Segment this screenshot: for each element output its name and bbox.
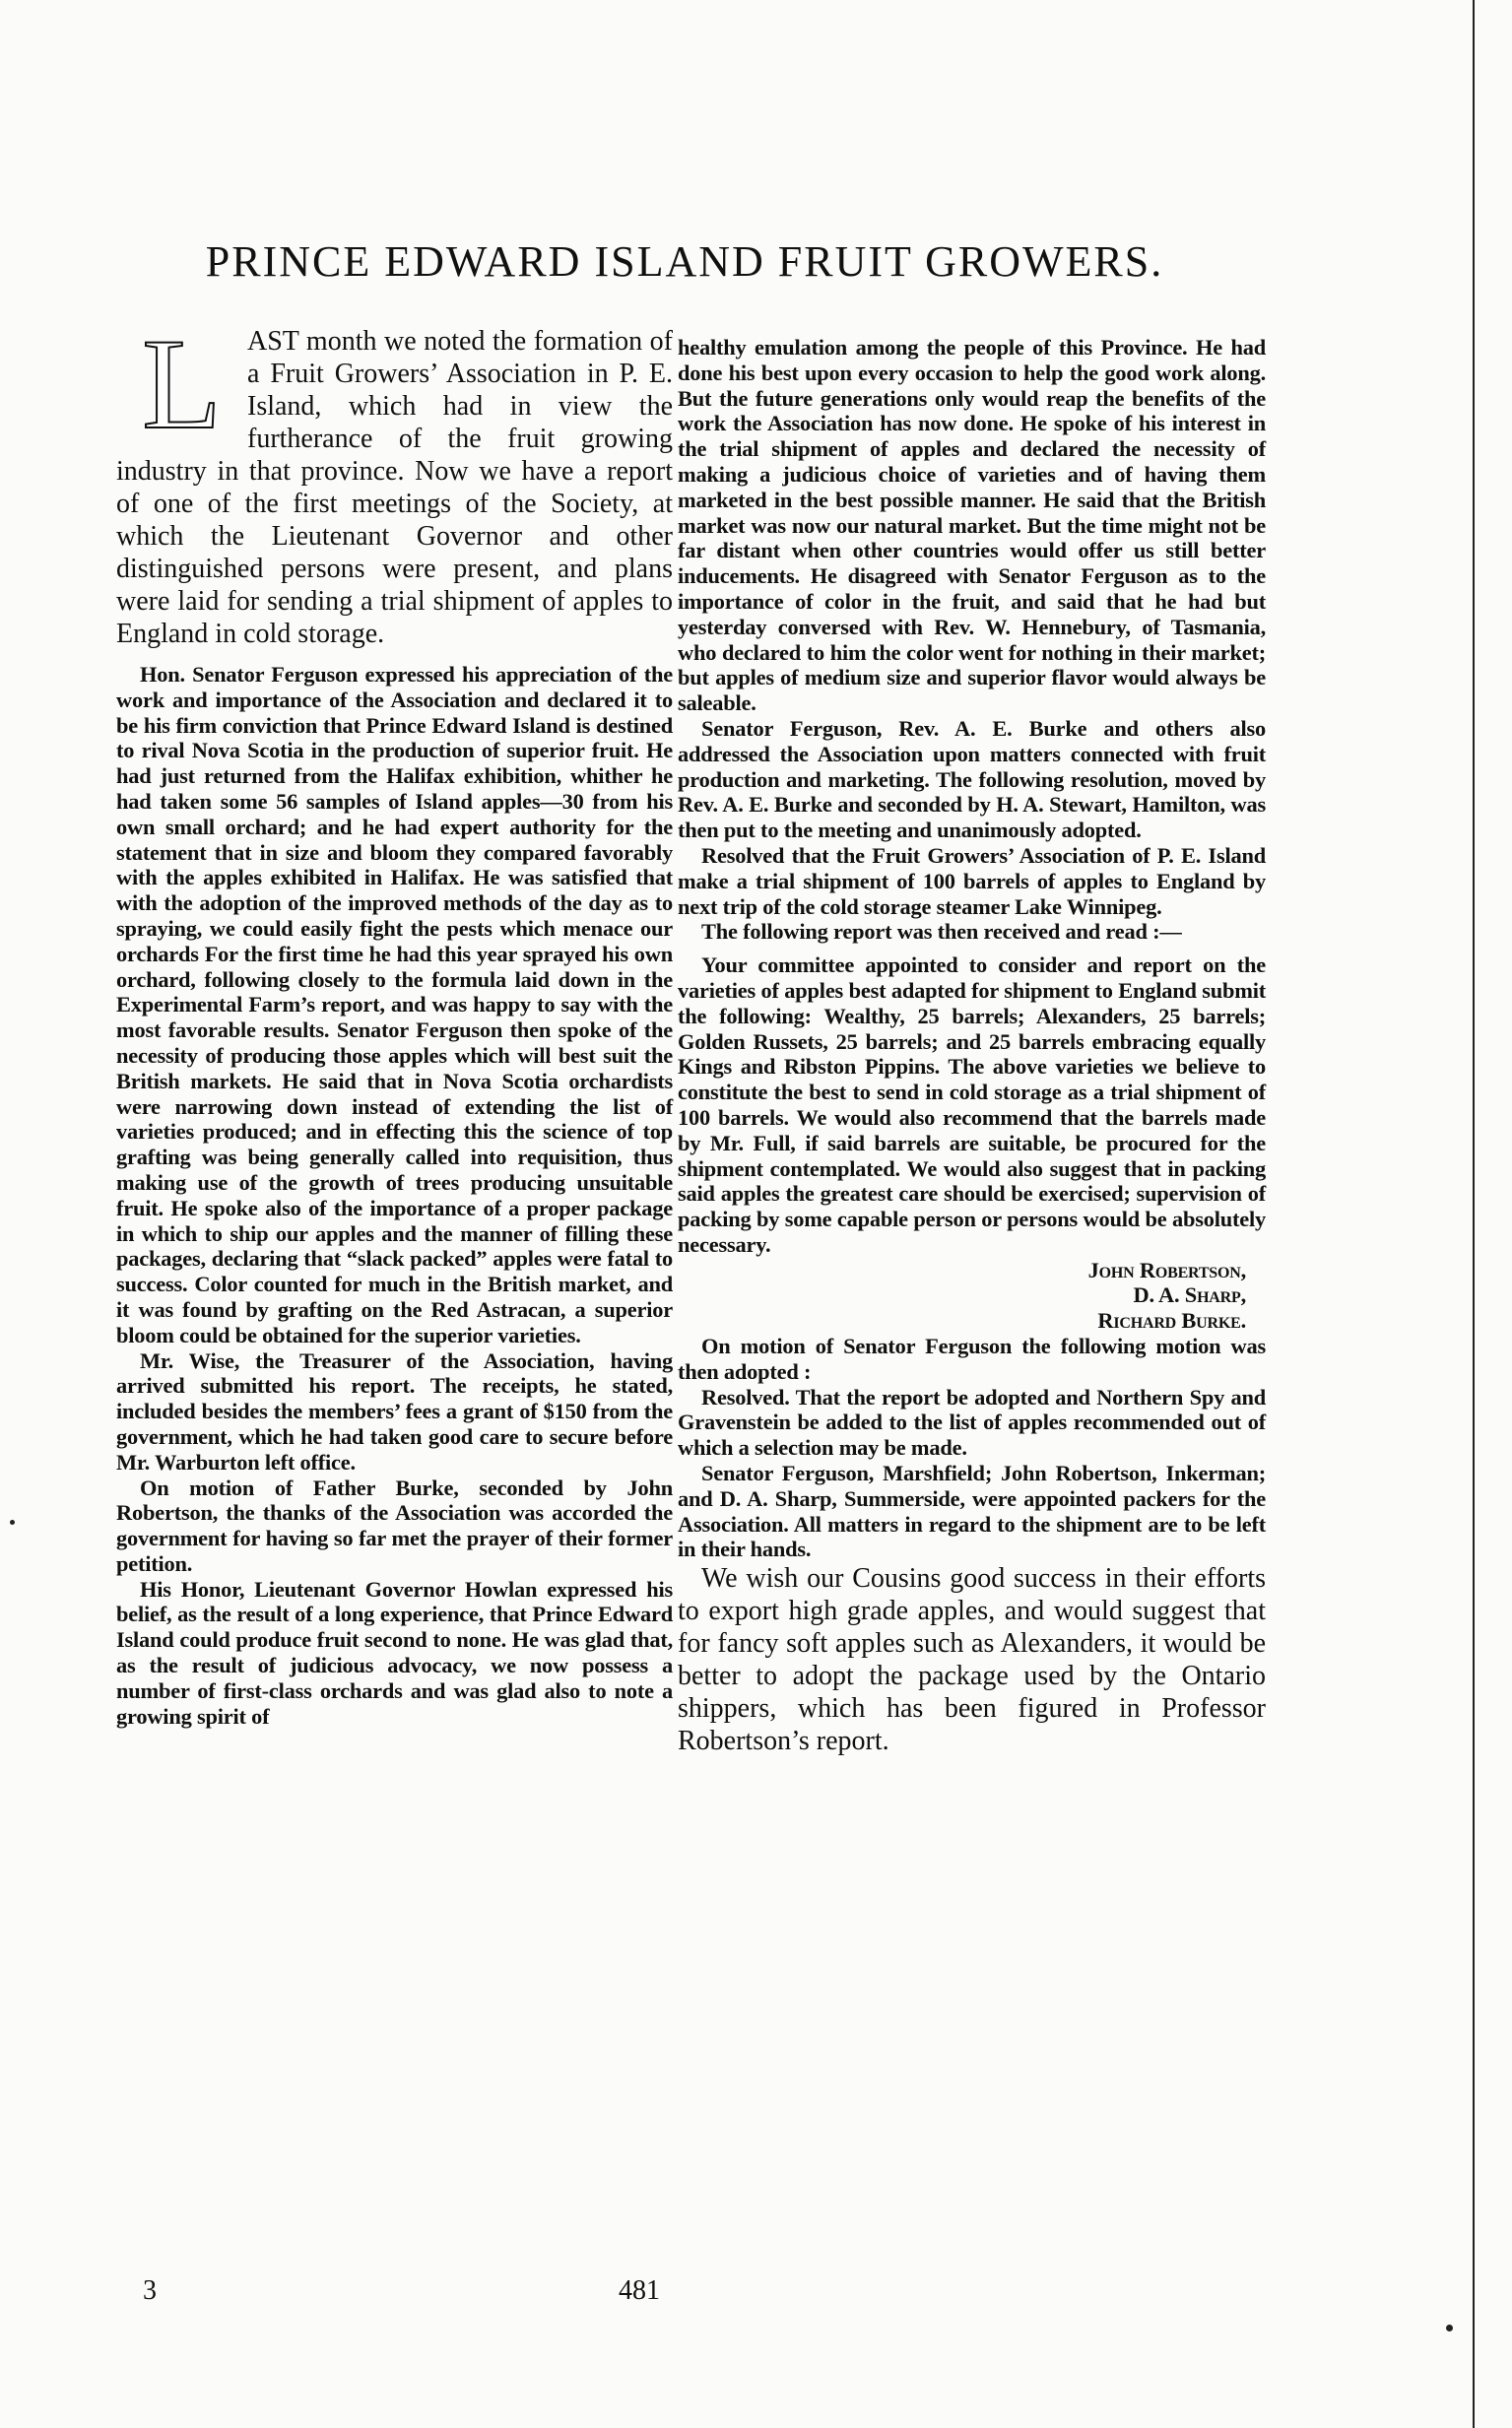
paragraph: healthy emulation among the people of this Province. He had done his best upon every occasion to help the good work along. But the future generations only would reap the benefits of the work the Association has now done. He spoke of his interest in the trial shipment of apples and declared the necessity of making a judicious choice of varieties and of having them marketed in the best possible manner. He said that the British market was now our natural market. But the time might not be far distant when other countries would offer us still better inducements. He disagreed with Senator Ferguson as to the importance of color in the fruit, and said that he had but yesterday conversed with Rev. W. Hennebury, of Tasmania, who declared to him the color went for nothing in their market; but apples of medium size and superior flavor would always be saleable. xyxy=(678,335,1266,716)
paragraph: His Honor, Lieutenant Governor Howlan expressed his belief, as the result of a long experience, that Prince Edward Island could produce fruit second to none. He was glad that, as the result of judicious advocacy, we now possess a number of first-class orchards and was glad also to note a growing spirit of xyxy=(116,1576,673,1729)
paragraph: Mr. Wise, the Treasurer of the Association, having arrived submitted his report. The receipts, he stated, included besides the members’ fees a grant of $150 from the government, which he had taken good care to secure before Mr. Warburton left office. xyxy=(116,1347,673,1475)
left-column xyxy=(116,325,673,1729)
intro-paragraph xyxy=(116,325,673,650)
page-edge-rule xyxy=(1473,0,1475,2428)
paragraph: Resolved that the Fruit Growers’ Association of P. E. Island make a trial shipment of 100 barrels of apples to England by next trip of the cold storage steamer Lake Winnipeg. xyxy=(678,842,1266,919)
intro-text: AST month we noted the formation of a Fruit Growers’ Association in P. E. Island, which had in view the furtherance of the fruit growing industry in that province. Now we have a report of one of the first meetings of the Society, at which the Lieutenant Governor and other distinguished persons were present, and plans were laid for sending a trial shipment of apples to England in cold storage. xyxy=(116,326,673,649)
signature-mark: 3 xyxy=(143,2275,157,2306)
paragraph: Hon. Senator Ferguson expressed his appreciation of the work and importance of the Association and declared it to be his firm conviction that Prince Edward Island is destined to rival Nova Scotia in the production of superior fruit. He had just returned from the Halifax exhibition, whither he had taken some 56 samples of Island apples—30 from his own small orchard; and he had expert authority for the statement that in size and bloom they compared favorably with the apples exhibited in Halifax. He was satisfied that with the adoption of the improved methods of the day as to spraying, we could easily fight the pests which menace our orchards For the first time he had this year sprayed his own orchard, following closely to the formula laid down in the Experimental Farm’s report, and was happy to say with the most favorable results. Senator Ferguson then spoke of the necessity of producing those apples which will best suit the British markets. He said that in Nova Scotia orchardists were narrowing down instead of extending the list of varieties produced; and in effecting this the science of top grafting was being generally called into requisition, thus making use of the growth of trees producing unsuitable fruit. He spoke also of the importance of a proper package in which to ship our apples and the manner of filling these packages, declaring that “slack packed” apples were fatal to success. Color counted for much in the British market, and it was found by grafting on the Red Astracan, a superior bloom could be obtained for the superior varieties. xyxy=(116,662,673,1347)
print-speck xyxy=(10,1520,15,1525)
signature-line: John Robertson, xyxy=(1087,1257,1246,1282)
drop-cap: L xyxy=(142,325,222,456)
committee-report: Your committee appointed to consider and report on the varieties of apples best adapted for shipment to England submit the following: Wealthy, 25 barrels; Alexanders, 25 barrels; Golden Russets, 25 barrels; and 25 barrels embracing equally Kings and Ribston Pippins. The above varieties we believe to constitute the best to send in cold storage as a trial shipment of 100 barrels. We would also recommend that the barrels made by Mr. Full, if said barrels are suitable, be procured for the shipment contemplated. We would also suggest that in packing said apples the greatest care should be exercised; supervision of packing by some capable person or persons would be absolutely necessary. xyxy=(678,952,1266,1257)
signature-line: Richard Burke. xyxy=(1097,1308,1246,1334)
right-column xyxy=(678,335,1266,1757)
paragraph: On motion of Senator Ferguson the following motion was then adopted : xyxy=(678,1334,1266,1384)
signature-block xyxy=(678,1258,1266,1334)
page-title: PRINCE EDWARD ISLAND FRUIT GROWERS. xyxy=(205,237,1164,286)
paragraph: Resolved. That the report be adopted and Northern Spy and Gravenstein be added to the list of apples recommended out of which a selection may be made. xyxy=(678,1384,1266,1461)
paragraph: Senator Ferguson, Rev. A. E. Burke and others also addressed the Association upon matters connected with fruit production and marketing. The following resolution, moved by Rev. A. E. Burke and seconded by H. A. Stewart, Hamilton, was then put to the meeting and unanimously adopted. xyxy=(678,715,1266,843)
paragraph: The following report was then received and read :— xyxy=(701,919,1182,945)
page-number: 481 xyxy=(619,2275,660,2306)
paragraph: On motion of Father Burke, seconded by John Robertson, the thanks of the Association was accorded the government for having so far met the prayer of their former petition. xyxy=(116,1475,673,1576)
paragraph: Senator Ferguson, Marshfield; John Robertson, Inkerman; and D. A. Sharp, Summerside, were appointed packers for the Association. All matters in regard to the shipment are to be left in their hands. xyxy=(678,1461,1266,1562)
print-speck xyxy=(1446,2325,1453,2331)
signature-line: D. A. Sharp, xyxy=(1133,1282,1246,1308)
closing-paragraph: We wish our Cousins good success in their efforts to export high grade apples, and would suggest that for fancy soft apples such as Alexanders, it would be better to adopt the package used by the Ontario shippers, which has been figured in Professor Robertson’s report. xyxy=(678,1563,1266,1757)
